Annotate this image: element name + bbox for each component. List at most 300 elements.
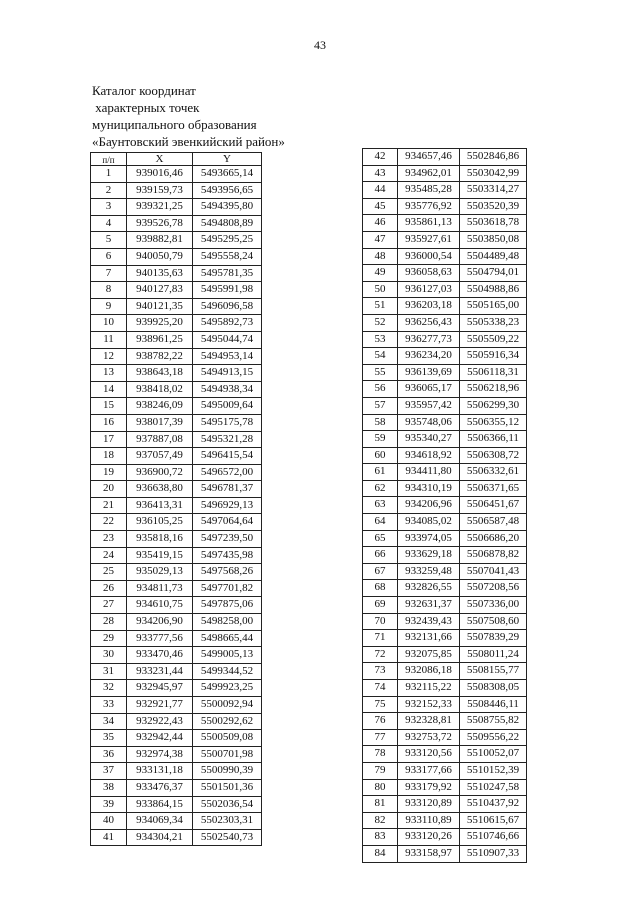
y-coordinate-cell: 5494808,89: [193, 215, 262, 232]
point-number-cell: 46: [363, 215, 398, 232]
point-number-cell: 67: [363, 563, 398, 580]
y-coordinate-cell: 5495558,24: [193, 248, 262, 265]
point-number-cell: 14: [91, 381, 127, 398]
table-row: [363, 314, 527, 331]
x-coordinate-cell: 932075,85: [398, 646, 460, 663]
point-number-cell: 7: [91, 265, 127, 282]
x-coordinate-cell: 935419,15: [127, 547, 193, 564]
point-number-cell: 8: [91, 282, 127, 299]
point-number-cell: 26: [91, 580, 127, 597]
table-row: [363, 713, 527, 730]
x-coordinate-cell: 933120,89: [398, 796, 460, 813]
y-coordinate-cell: 5502303,31: [193, 813, 262, 830]
table-row: [363, 530, 527, 547]
title-line: Каталог координат: [92, 83, 196, 98]
point-number-cell: 25: [91, 564, 127, 581]
y-coordinate-cell: 5495991,98: [193, 282, 262, 299]
x-coordinate-cell: 936256,43: [398, 314, 460, 331]
point-number-cell: 10: [91, 315, 127, 332]
table-row: [363, 580, 527, 597]
table-row: [363, 597, 527, 614]
y-coordinate-cell: 5507839,29: [460, 630, 527, 647]
column-header-number: п/п: [91, 153, 127, 166]
y-coordinate-cell: 5510152,39: [460, 762, 527, 779]
point-number-cell: 61: [363, 464, 398, 481]
x-coordinate-cell: 932439,43: [398, 613, 460, 630]
table-row: [363, 630, 527, 647]
table-row: [91, 647, 262, 664]
point-number-cell: 52: [363, 314, 398, 331]
table-row: [363, 762, 527, 779]
point-number-cell: 63: [363, 497, 398, 514]
point-number-cell: 22: [91, 514, 127, 531]
x-coordinate-cell: 932942,44: [127, 730, 193, 747]
x-coordinate-cell: 934069,34: [127, 813, 193, 830]
point-number-cell: 38: [91, 779, 127, 796]
table-row: [91, 531, 262, 548]
y-coordinate-cell: 5502036,54: [193, 796, 262, 813]
point-number-cell: 27: [91, 597, 127, 614]
table-row: [363, 480, 527, 497]
y-coordinate-cell: 5495781,35: [193, 265, 262, 282]
y-coordinate-cell: 5508011,24: [460, 646, 527, 663]
table-row: [91, 730, 262, 747]
x-coordinate-cell: 936127,03: [398, 281, 460, 298]
y-coordinate-cell: 5495295,25: [193, 232, 262, 249]
x-coordinate-cell: 932152,33: [398, 696, 460, 713]
table-row: [91, 414, 262, 431]
y-coordinate-cell: 5508155,77: [460, 663, 527, 680]
table-row: [91, 199, 262, 216]
y-coordinate-cell: 5503314,27: [460, 182, 527, 199]
point-number-cell: 56: [363, 381, 398, 398]
table-row: [91, 315, 262, 332]
y-coordinate-cell: 5506308,72: [460, 447, 527, 464]
table-row: [363, 231, 527, 248]
point-number-cell: 47: [363, 231, 398, 248]
x-coordinate-cell: 934610,75: [127, 597, 193, 614]
table-row: [363, 348, 527, 365]
x-coordinate-cell: 932328,81: [398, 713, 460, 730]
y-coordinate-cell: 5506299,30: [460, 397, 527, 414]
y-coordinate-cell: 5496096,58: [193, 298, 262, 315]
x-coordinate-cell: 934411,80: [398, 464, 460, 481]
x-coordinate-cell: 934811,73: [127, 580, 193, 597]
point-number-cell: 55: [363, 364, 398, 381]
table-row: [91, 829, 262, 846]
y-coordinate-cell: 5495321,28: [193, 431, 262, 448]
point-number-cell: 79: [363, 762, 398, 779]
x-coordinate-cell: 933131,18: [127, 763, 193, 780]
y-coordinate-cell: 5506587,48: [460, 514, 527, 531]
table-row: [363, 198, 527, 215]
y-coordinate-cell: 5497239,50: [193, 531, 262, 548]
point-number-cell: 41: [91, 829, 127, 846]
x-coordinate-cell: 934206,96: [398, 497, 460, 514]
table-row: [363, 497, 527, 514]
table-row: [363, 680, 527, 697]
table-row: [363, 845, 527, 862]
point-number-cell: 69: [363, 597, 398, 614]
point-number-cell: 51: [363, 298, 398, 315]
y-coordinate-cell: 5496781,37: [193, 481, 262, 498]
x-coordinate-cell: 936277,73: [398, 331, 460, 348]
x-coordinate-cell: 937057,49: [127, 448, 193, 465]
y-coordinate-cell: 5510746,66: [460, 829, 527, 846]
x-coordinate-cell: 935776,92: [398, 198, 460, 215]
table-row: [91, 248, 262, 265]
x-coordinate-cell: 932115,22: [398, 680, 460, 697]
point-number-cell: 28: [91, 614, 127, 631]
x-coordinate-cell: 933231,44: [127, 663, 193, 680]
x-coordinate-cell: 932945,97: [127, 680, 193, 697]
point-number-cell: 53: [363, 331, 398, 348]
point-number-cell: 48: [363, 248, 398, 265]
point-number-cell: 49: [363, 265, 398, 282]
table-row: [91, 331, 262, 348]
table-row: [363, 613, 527, 630]
y-coordinate-cell: 5505509,22: [460, 331, 527, 348]
x-coordinate-cell: 935861,13: [398, 215, 460, 232]
point-number-cell: 66: [363, 547, 398, 564]
y-coordinate-cell: 5508755,82: [460, 713, 527, 730]
x-coordinate-cell: 933629,18: [398, 547, 460, 564]
table-row: [91, 680, 262, 697]
y-coordinate-cell: 5498258,00: [193, 614, 262, 631]
table-row: [363, 397, 527, 414]
x-coordinate-cell: 935340,27: [398, 431, 460, 448]
x-coordinate-cell: 940135,63: [127, 265, 193, 282]
table-row: [363, 729, 527, 746]
x-coordinate-cell: 936000,54: [398, 248, 460, 265]
x-coordinate-cell: 933259,48: [398, 563, 460, 580]
point-number-cell: 40: [91, 813, 127, 830]
y-coordinate-cell: 5507041,43: [460, 563, 527, 580]
table-row: [91, 697, 262, 714]
y-coordinate-cell: 5506118,31: [460, 364, 527, 381]
x-coordinate-cell: 933120,56: [398, 746, 460, 763]
table-row: [91, 182, 262, 199]
y-coordinate-cell: 5496929,13: [193, 497, 262, 514]
table-row: [363, 447, 527, 464]
point-number-cell: 5: [91, 232, 127, 249]
table-row: [363, 779, 527, 796]
x-coordinate-cell: 935029,13: [127, 564, 193, 581]
y-coordinate-cell: 5505165,00: [460, 298, 527, 315]
point-number-cell: 77: [363, 729, 398, 746]
table-row: [91, 813, 262, 830]
y-coordinate-cell: 5499344,52: [193, 663, 262, 680]
table-row: [91, 630, 262, 647]
table-row: [91, 348, 262, 365]
x-coordinate-cell: 938246,09: [127, 398, 193, 415]
point-number-cell: 9: [91, 298, 127, 315]
table-row: [363, 746, 527, 763]
x-coordinate-cell: 934618,92: [398, 447, 460, 464]
x-coordinate-cell: 932131,66: [398, 630, 460, 647]
x-coordinate-cell: 933476,37: [127, 779, 193, 796]
x-coordinate-cell: 934085,02: [398, 514, 460, 531]
y-coordinate-cell: 5509556,22: [460, 729, 527, 746]
x-coordinate-cell: 936234,20: [398, 348, 460, 365]
table-row: [363, 663, 527, 680]
x-coordinate-cell: 932086,18: [398, 663, 460, 680]
table-row: [91, 514, 262, 531]
coordinates-table-right: [362, 148, 527, 863]
point-number-cell: 43: [363, 165, 398, 182]
point-number-cell: 42: [363, 149, 398, 166]
y-coordinate-cell: 5510052,07: [460, 746, 527, 763]
y-coordinate-cell: 5506366,11: [460, 431, 527, 448]
y-coordinate-cell: 5495175,78: [193, 414, 262, 431]
table-row: [363, 331, 527, 348]
x-coordinate-cell: 936139,69: [398, 364, 460, 381]
point-number-cell: 29: [91, 630, 127, 647]
y-coordinate-cell: 5500509,08: [193, 730, 262, 747]
y-coordinate-cell: 5500092,94: [193, 697, 262, 714]
table-row: [363, 796, 527, 813]
x-coordinate-cell: 936203,18: [398, 298, 460, 315]
point-number-cell: 39: [91, 796, 127, 813]
x-coordinate-cell: 936413,31: [127, 497, 193, 514]
point-number-cell: 60: [363, 447, 398, 464]
point-number-cell: 21: [91, 497, 127, 514]
y-coordinate-cell: 5510907,33: [460, 845, 527, 862]
table-row: [363, 215, 527, 232]
table-row: [363, 182, 527, 199]
x-coordinate-cell: 934206,90: [127, 614, 193, 631]
table-row: [91, 746, 262, 763]
y-coordinate-cell: 5506218,96: [460, 381, 527, 398]
point-number-cell: 65: [363, 530, 398, 547]
table-row: [91, 796, 262, 813]
point-number-cell: 24: [91, 547, 127, 564]
title-line: муниципального образования: [92, 117, 257, 132]
x-coordinate-cell: 935927,61: [398, 231, 460, 248]
y-coordinate-cell: 5510247,58: [460, 779, 527, 796]
x-coordinate-cell: 933110,89: [398, 812, 460, 829]
x-coordinate-cell: 939159,73: [127, 182, 193, 199]
coordinates-table-left: [90, 152, 262, 846]
table-row: [363, 431, 527, 448]
table-row: [91, 597, 262, 614]
column-header-x: X: [127, 153, 193, 166]
point-number-cell: 44: [363, 182, 398, 199]
point-number-cell: 30: [91, 647, 127, 664]
y-coordinate-cell: 5503850,08: [460, 231, 527, 248]
table-row: [91, 431, 262, 448]
y-coordinate-cell: 5500701,98: [193, 746, 262, 763]
point-number-cell: 23: [91, 531, 127, 548]
point-number-cell: 58: [363, 414, 398, 431]
point-number-cell: 3: [91, 199, 127, 216]
y-coordinate-cell: 5506371,65: [460, 480, 527, 497]
x-coordinate-cell: 937887,08: [127, 431, 193, 448]
y-coordinate-cell: 5504489,48: [460, 248, 527, 265]
x-coordinate-cell: 934962,01: [398, 165, 460, 182]
point-number-cell: 64: [363, 514, 398, 531]
y-coordinate-cell: 5500990,39: [193, 763, 262, 780]
y-coordinate-cell: 5507508,60: [460, 613, 527, 630]
table-row: [363, 248, 527, 265]
point-number-cell: 84: [363, 845, 398, 862]
table-row: [363, 829, 527, 846]
point-number-cell: 80: [363, 779, 398, 796]
x-coordinate-cell: 934657,46: [398, 149, 460, 166]
point-number-cell: 18: [91, 448, 127, 465]
table-row: [363, 165, 527, 182]
x-coordinate-cell: 933864,15: [127, 796, 193, 813]
table-row: [363, 563, 527, 580]
table-row: [91, 713, 262, 730]
x-coordinate-cell: 933777,56: [127, 630, 193, 647]
y-coordinate-cell: 5505916,34: [460, 348, 527, 365]
table-row: [91, 497, 262, 514]
table-row: [91, 464, 262, 481]
y-coordinate-cell: 5503520,39: [460, 198, 527, 215]
x-coordinate-cell: 933158,97: [398, 845, 460, 862]
point-number-cell: 12: [91, 348, 127, 365]
y-coordinate-cell: 5497064,64: [193, 514, 262, 531]
point-number-cell: 37: [91, 763, 127, 780]
table-row: [363, 464, 527, 481]
y-coordinate-cell: 5499005,13: [193, 647, 262, 664]
y-coordinate-cell: 5499923,25: [193, 680, 262, 697]
y-coordinate-cell: 5506686,20: [460, 530, 527, 547]
x-coordinate-cell: 938418,02: [127, 381, 193, 398]
x-coordinate-cell: 936065,17: [398, 381, 460, 398]
y-coordinate-cell: 5498665,44: [193, 630, 262, 647]
point-number-cell: 74: [363, 680, 398, 697]
x-coordinate-cell: 932753,72: [398, 729, 460, 746]
point-number-cell: 45: [363, 198, 398, 215]
x-coordinate-cell: 932922,43: [127, 713, 193, 730]
table-row: [363, 812, 527, 829]
x-coordinate-cell: 933470,46: [127, 647, 193, 664]
page-number: 43: [314, 38, 326, 52]
table-row: [363, 364, 527, 381]
x-coordinate-cell: 939016,46: [127, 166, 193, 183]
x-coordinate-cell: 935748,06: [398, 414, 460, 431]
point-number-cell: 6: [91, 248, 127, 265]
x-coordinate-cell: 933179,92: [398, 779, 460, 796]
table-row: [363, 696, 527, 713]
point-number-cell: 73: [363, 663, 398, 680]
table-row: [363, 298, 527, 315]
y-coordinate-cell: 5508446,11: [460, 696, 527, 713]
x-coordinate-cell: 936105,25: [127, 514, 193, 531]
x-coordinate-cell: 936638,80: [127, 481, 193, 498]
x-coordinate-cell: 936900,72: [127, 464, 193, 481]
table-row: [363, 149, 527, 166]
point-number-cell: 57: [363, 397, 398, 414]
point-number-cell: 71: [363, 630, 398, 647]
y-coordinate-cell: 5502846,86: [460, 149, 527, 166]
table-row: [363, 547, 527, 564]
y-coordinate-cell: 5501501,36: [193, 779, 262, 796]
point-number-cell: 2: [91, 182, 127, 199]
y-coordinate-cell: 5506878,82: [460, 547, 527, 564]
x-coordinate-cell: 932974,38: [127, 746, 193, 763]
point-number-cell: 82: [363, 812, 398, 829]
x-coordinate-cell: 932826,55: [398, 580, 460, 597]
table-row: [91, 448, 262, 465]
point-number-cell: 1: [91, 166, 127, 183]
table-row: [91, 564, 262, 581]
point-number-cell: 59: [363, 431, 398, 448]
table-row: [91, 265, 262, 282]
point-number-cell: 17: [91, 431, 127, 448]
point-number-cell: 76: [363, 713, 398, 730]
point-number-cell: 33: [91, 697, 127, 714]
y-coordinate-cell: 5493665,14: [193, 166, 262, 183]
point-number-cell: 32: [91, 680, 127, 697]
table-row: [91, 547, 262, 564]
y-coordinate-cell: 5506451,67: [460, 497, 527, 514]
y-coordinate-cell: 5507336,00: [460, 597, 527, 614]
title-line: «Баунтовский эвенкийский район»: [92, 134, 285, 149]
y-coordinate-cell: 5497435,98: [193, 547, 262, 564]
point-number-cell: 35: [91, 730, 127, 747]
table-row: [91, 282, 262, 299]
point-number-cell: 4: [91, 215, 127, 232]
x-coordinate-cell: 932631,37: [398, 597, 460, 614]
table-row: [91, 481, 262, 498]
x-coordinate-cell: 936058,63: [398, 265, 460, 282]
point-number-cell: 16: [91, 414, 127, 431]
y-coordinate-cell: 5503618,78: [460, 215, 527, 232]
x-coordinate-cell: 940121,35: [127, 298, 193, 315]
table-row: [91, 232, 262, 249]
table-row: [91, 166, 262, 183]
point-number-cell: 75: [363, 696, 398, 713]
y-coordinate-cell: 5493956,65: [193, 182, 262, 199]
x-coordinate-cell: 938643,18: [127, 365, 193, 382]
x-coordinate-cell: 939925,20: [127, 315, 193, 332]
point-number-cell: 62: [363, 480, 398, 497]
x-coordinate-cell: 934304,21: [127, 829, 193, 846]
y-coordinate-cell: 5496415,54: [193, 448, 262, 465]
document-title: [92, 82, 285, 150]
table-row: [363, 646, 527, 663]
y-coordinate-cell: 5505338,23: [460, 314, 527, 331]
table-row: [91, 398, 262, 415]
point-number-cell: 83: [363, 829, 398, 846]
point-number-cell: 31: [91, 663, 127, 680]
y-coordinate-cell: 5497701,82: [193, 580, 262, 597]
x-coordinate-cell: 935485,28: [398, 182, 460, 199]
y-coordinate-cell: 5506332,61: [460, 464, 527, 481]
y-coordinate-cell: 5494395,80: [193, 199, 262, 216]
x-coordinate-cell: 932921,77: [127, 697, 193, 714]
x-coordinate-cell: 938017,39: [127, 414, 193, 431]
table-row: [363, 414, 527, 431]
column-header-y: Y: [193, 153, 262, 166]
y-coordinate-cell: 5504794,01: [460, 265, 527, 282]
title-line: характерных точек: [92, 100, 200, 115]
point-number-cell: 68: [363, 580, 398, 597]
y-coordinate-cell: 5507208,56: [460, 580, 527, 597]
point-number-cell: 36: [91, 746, 127, 763]
y-coordinate-cell: 5494953,14: [193, 348, 262, 365]
x-coordinate-cell: 938961,25: [127, 331, 193, 348]
point-number-cell: 54: [363, 348, 398, 365]
x-coordinate-cell: 935818,16: [127, 531, 193, 548]
point-number-cell: 34: [91, 713, 127, 730]
table-row: [91, 365, 262, 382]
point-number-cell: 72: [363, 646, 398, 663]
point-number-cell: 20: [91, 481, 127, 498]
